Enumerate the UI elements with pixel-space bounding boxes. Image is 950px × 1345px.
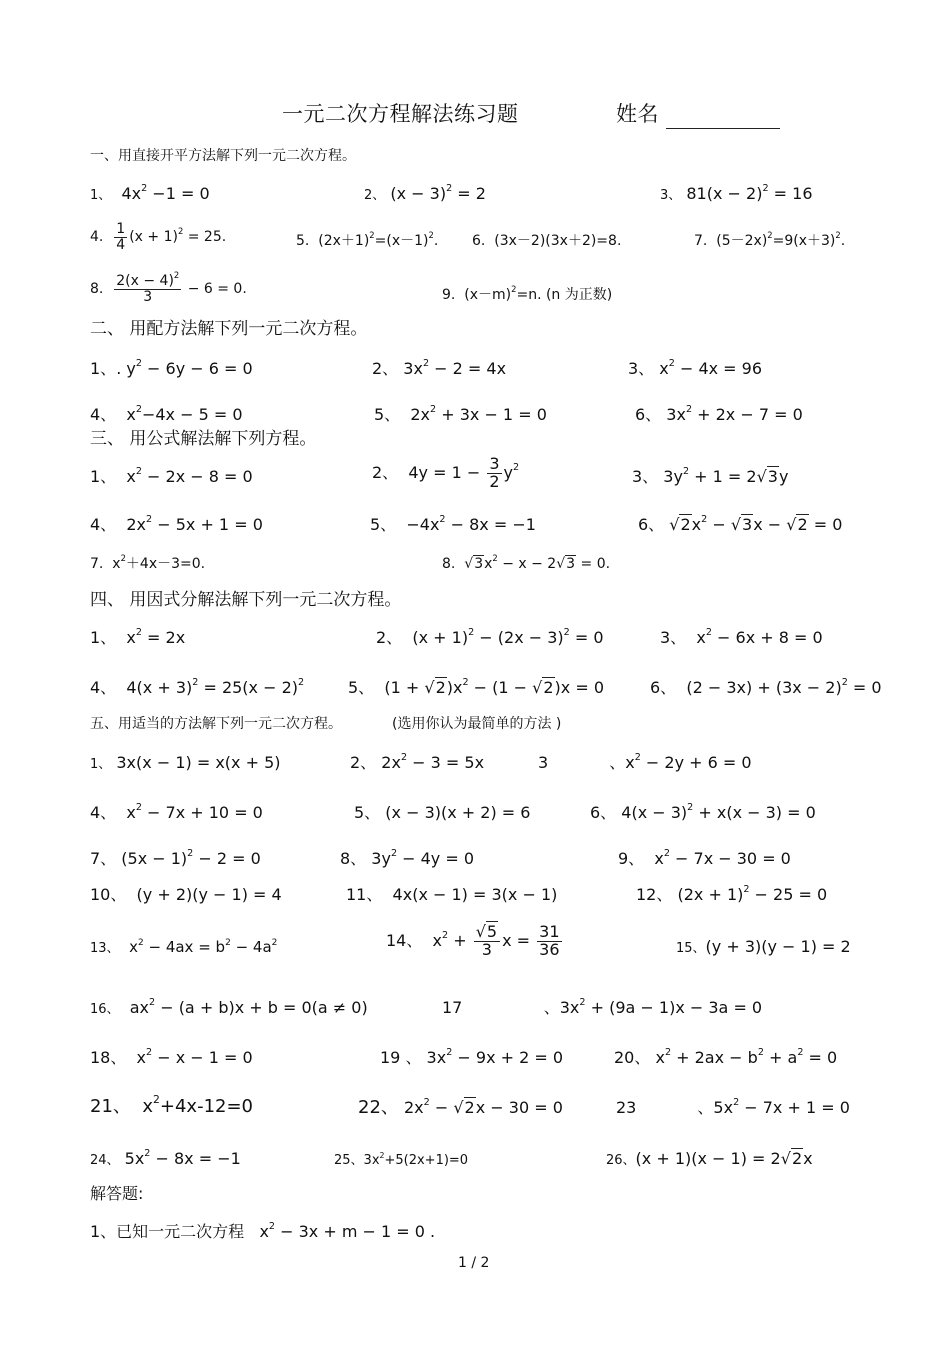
s5-item-13: 13、 $x^2 - 4ax = b^2 - 4a^2$ bbox=[90, 937, 278, 956]
s5-item-5: 5、 (x − 3)(x + 2) = 6 bbox=[354, 803, 531, 822]
s5-item-3: 3 、$x^2 - 2y + 6 = 0$ bbox=[538, 752, 752, 772]
section5-note: (选用你认为最简单的方法 ) bbox=[392, 716, 562, 732]
s5-item-24: 24、 $5x^2 - 8x = -1$ bbox=[90, 1148, 241, 1168]
s3-item-8: 8. $√3x^2 - x - 2√3 = 0$. bbox=[442, 553, 611, 572]
s5-item-22: 22、 $2x^2 - √2x - 30 = 0$ bbox=[358, 1097, 563, 1118]
s5-item-8: 8、 $3y^2 - 4y = 0$ bbox=[340, 848, 475, 868]
s3-item-7: 7. $x^2+4x-3=0$. bbox=[90, 553, 206, 572]
s5-item-11: 11、 4x(x − 1) = 3(x − 1) bbox=[346, 885, 558, 904]
section3-heading: 三、 用公式解法解下列方程。 bbox=[90, 429, 317, 449]
page-number: 1 / 2 bbox=[458, 1255, 490, 1271]
section2-heading: 二、 用配方法解下列一元二次方程。 bbox=[90, 319, 368, 339]
s2-item-5: 5、 $2x^2 + 3x - 1 = 0$ bbox=[374, 404, 547, 424]
s1-item-9: 9. $(x-m)^2=n$. (n 为正数) bbox=[442, 284, 613, 303]
answer-question-1: 1、已知一元二次方程 $x^2 - 3x + m - 1 = 0$ . bbox=[90, 1221, 436, 1241]
s1-item-4: 4. $\frac{1}{4}$ $(x + 1)^2 = 25$. bbox=[90, 221, 227, 253]
s5-item-18: 18、 $x^2 - x - 1 = 0$ bbox=[90, 1047, 253, 1067]
s5-item-10: 10、 (y + 2)(y − 1) = 4 bbox=[90, 885, 282, 904]
s5-item-7: 7、 $(5x - 1)^2 - 2 = 0$ bbox=[90, 848, 261, 868]
s3-item-5: 5、 $-4x^2 - 8x = -1$ bbox=[370, 514, 536, 534]
s2-item-6: 6、 $3x^2 + 2x - 7 = 0$ bbox=[635, 404, 803, 424]
s3-item-4: 4、 $2x^2 - 5x + 1 = 0$ bbox=[90, 514, 263, 534]
section4-heading: 四、 用因式分解法解下列一元二次方程。 bbox=[90, 590, 402, 610]
section5-heading: 五、用适当的方法解下列一元二次方程。 bbox=[90, 716, 342, 732]
s2-item-1: 1、. $y^2 - 6y - 6 = 0$ bbox=[90, 358, 253, 378]
s1-item-8: 8. $\frac{2(x - 4)^2}{3}$ − 6 = 0. bbox=[90, 270, 247, 305]
s4-item-1: 1、 $x^2 = 2x$ bbox=[90, 627, 186, 647]
name-blank[interactable] bbox=[666, 128, 780, 129]
s4-item-3: 3、 $x^2 - 6x + 8 = 0$ bbox=[660, 627, 823, 647]
s5-item-19: 19 、 $3x^2 - 9x + 2 = 0$ bbox=[380, 1047, 564, 1067]
s5-item-9: 9、 $x^2 - 7x - 30 = 0$ bbox=[618, 848, 791, 868]
s4-item-6: 6、 $(2 - 3x) + (3x - 2)^2 = 0$ bbox=[650, 677, 882, 697]
s2-item-3: 3、 $x^2 - 4x = 96$ bbox=[628, 358, 763, 378]
answers-heading: 解答题: bbox=[90, 1184, 144, 1203]
section1-heading: 一、用直接开平方法解下列一元二次方程。 bbox=[90, 148, 356, 164]
s3-item-3: 3、 $3y^2 + 1 = 2√3y$ bbox=[632, 466, 789, 486]
s5-item-15: 15、(y + 3)(y − 1) = 2 bbox=[676, 937, 851, 956]
s4-item-5: 5、 $(1 + √2)x^2 - (1 - √2)x = 0$ bbox=[348, 677, 605, 697]
s5-item-26: 26、(x + 1)(x − 1) = 2√2x bbox=[606, 1149, 813, 1168]
s5-item-12: 12、 $(2x + 1)^2 - 25 = 0$ bbox=[636, 884, 828, 904]
s5-item-23: 23 、$5x^2 - 7x + 1 = 0$ bbox=[616, 1097, 850, 1117]
s1-item-1: 1、 $4x^2 -1 = 0$ bbox=[90, 183, 210, 203]
page-title: 一元二次方程解法练习题 bbox=[282, 102, 519, 126]
s3-item-6: 6、 $√2x^2 - √3x - √2 = 0$ bbox=[638, 514, 843, 534]
s5-item-20: 20、 $x^2 + 2ax - b^2 + a^2 = 0$ bbox=[614, 1047, 838, 1067]
s5-item-16: 16、 $ax^2 - (a + b)x + b = 0(a \ne 0)$ bbox=[90, 997, 368, 1017]
s5-item-17: 17 、$3x^2 + (9a - 1)x - 3a = 0$ bbox=[442, 997, 763, 1017]
s5-item-21: 21、 $x^2+4x-12=0$ bbox=[90, 1093, 254, 1117]
s1-item-5: 5. $(2x+1)^2=(x-1)^2$. bbox=[296, 230, 439, 249]
s5-item-1: 1、 3x(x − 1) = x(x + 5) bbox=[90, 753, 281, 772]
s1-item-2: 2、 $(x - 3)^2 = 2$ bbox=[364, 183, 486, 203]
s1-item-6: 6. (3x－2)(3x＋2)=8. bbox=[472, 233, 622, 249]
s2-item-2: 2、 $3x^2 - 2 = 4x$ bbox=[372, 358, 507, 378]
s5-item-6: 6、 $4(x - 3)^2 + x(x - 3) = 0$ bbox=[590, 802, 816, 822]
name-label: 姓名 bbox=[616, 102, 659, 126]
s1-item-7: 7. $(5-2x)^2=9(x+3)^2$. bbox=[694, 230, 846, 249]
s1-item-3: 3、 $81(x - 2)^2 = 16$ bbox=[660, 183, 813, 203]
s5-item-14: 14、 $x^2$ + $\frac{√5}{3}$ x = $\frac{31}{36}$ bbox=[386, 922, 560, 959]
s5-item-25: 25、$3x^2+5(2x+1)=0$ bbox=[334, 1150, 469, 1168]
s3-item-2: 2、 4y = 1 − $\frac{3}{2}$ $y^2$ bbox=[372, 454, 520, 491]
s5-item-2: 2、 $2x^2 - 3 = 5x$ bbox=[350, 752, 485, 772]
s4-item-4: 4、 $4(x + 3)^2 = 25(x - 2)^2$ bbox=[90, 677, 305, 697]
s4-item-2: 2、 $(x + 1)^2 - (2x - 3)^2 = 0$ bbox=[376, 627, 604, 647]
s5-item-4: 4、 $x^2 - 7x + 10 = 0$ bbox=[90, 802, 263, 822]
s2-item-4: 4、 $x^2-4x - 5 = 0$ bbox=[90, 404, 243, 424]
s3-item-1: 1、 $x^2 - 2x - 8 = 0$ bbox=[90, 466, 253, 486]
